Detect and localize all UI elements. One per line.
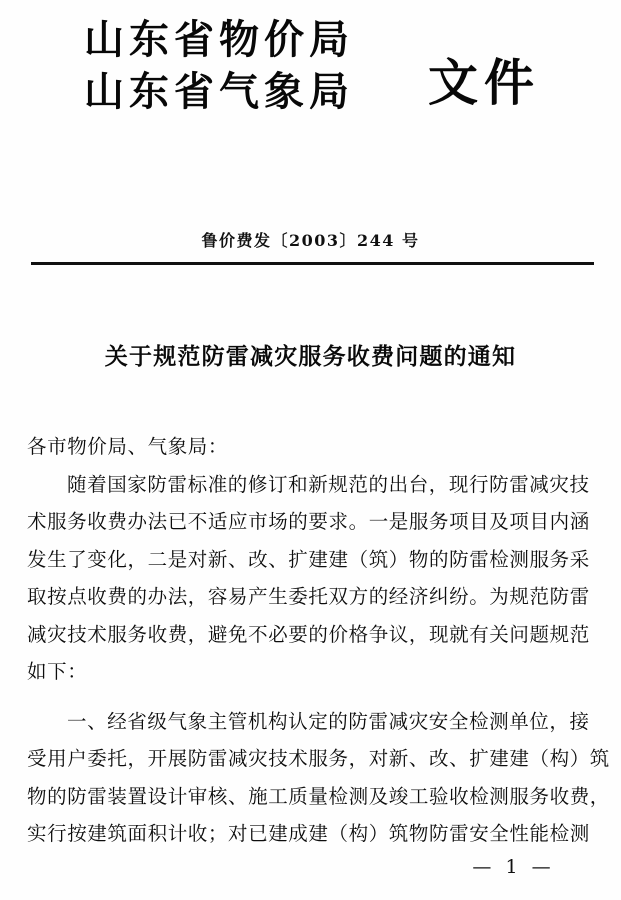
paragraph-1-line-3: 发生了变化，二是对新、改、扩建建（筑）物的防雷检测服务采	[27, 547, 590, 571]
document-type-label: 文件	[428, 53, 540, 112]
document-number: 鲁价费发〔2003〕244 号	[201, 231, 420, 250]
paragraph-1-line-1: 随着国家防雷标准的修订和新规范的出台，现行防雷减灾技	[67, 472, 590, 496]
page-title: 关于规范防雷减灾服务收费问题的通知	[104, 343, 517, 370]
issuing-organization-line-2: 山东省气象局	[84, 68, 354, 115]
paragraph-1-line-4: 取按点收费的办法，容易产生委托双方的经济纠纷。为规范防雷	[27, 585, 590, 608]
paragraph-1-line-5: 减灾技术服务收费，避免不必要的价格争议，现就有关问题规范	[27, 622, 590, 646]
paragraph-spacer	[27, 691, 597, 703]
page-number	[0, 856, 621, 878]
paragraph-2-line-1: 一、经省级气象主管机构认定的防雷减灾安全检测单位，接	[67, 709, 590, 733]
paragraph-2-line-4: 实行按建筑面积计收；对已建成建（构）筑物防雷安全性能检测	[27, 822, 590, 845]
page-number-text: — 1 —	[472, 856, 555, 878]
issuing-organization-line-1: 山东省物价局	[84, 16, 354, 63]
paragraph-1-line-6: 如下：	[27, 660, 88, 683]
paragraph-2-line-2: 受用户委托，开展防雷减灾技术服务，对新、改、扩建建（构）筑	[27, 747, 610, 770]
masthead	[0, 14, 621, 134]
issuing-organizations	[84, 14, 429, 118]
salutation: 各市物价局、气象局：	[27, 435, 229, 458]
document-body	[27, 428, 610, 853]
paragraph-2-line-3: 物的防雷装置设计审核、施工质量检测及竣工验收检测服务收费，	[27, 784, 610, 808]
header-divider-rule	[31, 262, 594, 265]
paragraph-1-line-2: 术服务收费办法已不适应市场的要求。一是服务项目及项目内涵	[27, 510, 590, 533]
